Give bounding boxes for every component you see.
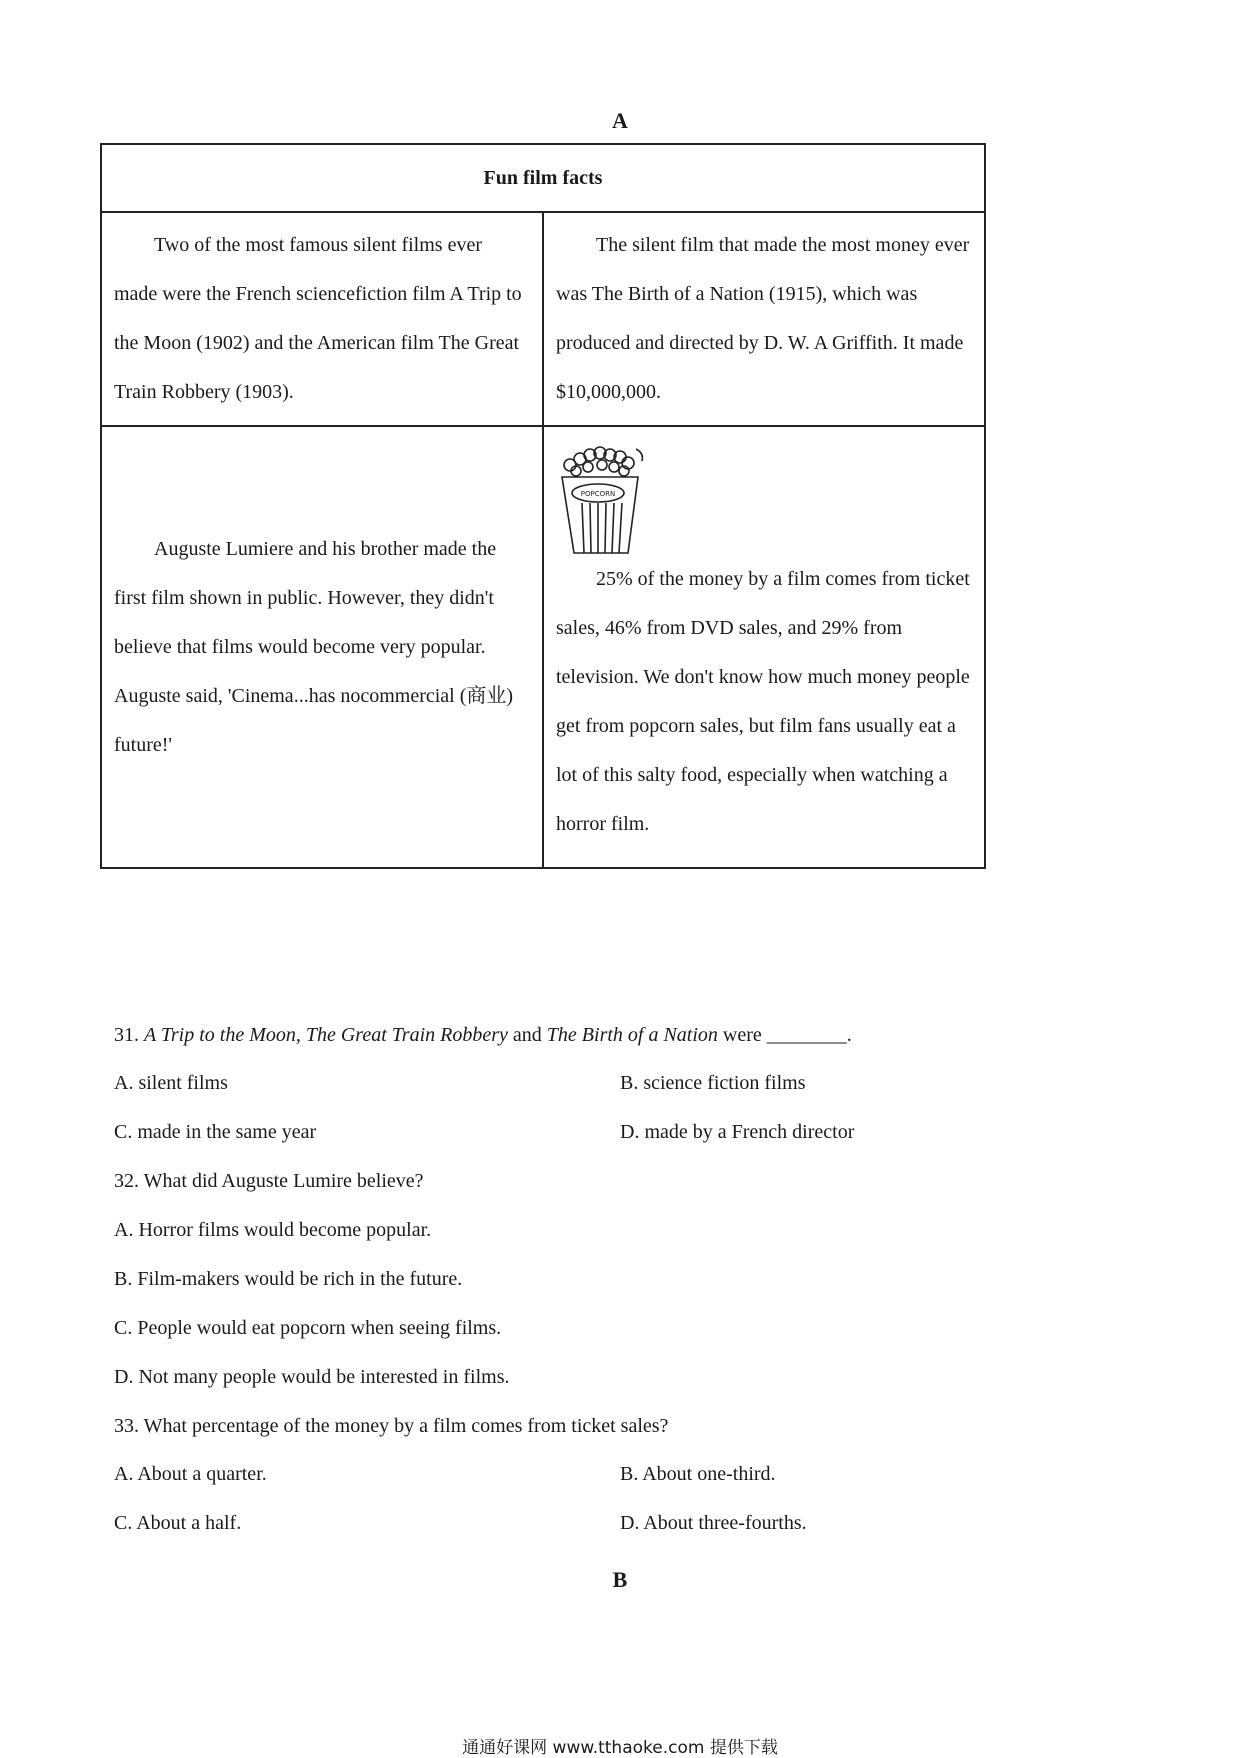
q32-option-c[interactable]: C. People would eat popcorn when seeing films. — [114, 1317, 502, 1339]
question-31 — [114, 1024, 852, 1047]
fact-text: The silent film that made the most money ever was The Birth of a Nation (1915), which was produced and directed by D. W. A Griffith. It made $10,000,000. — [556, 234, 970, 403]
q33-option-b[interactable]: B. About one-third. — [620, 1463, 776, 1485]
q31-and: and — [507, 1024, 547, 1046]
q32-option-b[interactable]: B. Film-makers would be rich in the future. — [114, 1268, 463, 1290]
fact-cell-birth-of-nation — [543, 212, 985, 426]
fact-cell-lumiere — [101, 426, 543, 868]
q31-tail: were ________. — [717, 1024, 852, 1046]
q32-option-d[interactable]: D. Not many people would be interested in films. — [114, 1366, 510, 1388]
q31-option-b[interactable]: B. science fiction films — [620, 1072, 806, 1094]
fact-text: 25% of the money by a film comes from ticket sales, 46% from DVD sales, and 29% from television. We don't know how much money people get from popcorn sales, but film fans usually eat a lot of this salty food, especially when watching a horror film. — [556, 568, 970, 835]
fact-cell-money — [543, 426, 985, 868]
q31-option-c[interactable]: C. made in the same year — [114, 1121, 317, 1143]
popcorn-icon — [556, 443, 652, 555]
q31-option-a[interactable]: A. silent films — [114, 1072, 228, 1094]
section-a-label: A — [612, 108, 628, 133]
popcorn-label: POPCORN — [580, 490, 616, 498]
q33-option-c[interactable]: C. About a half. — [114, 1512, 242, 1534]
fact-cell-silent-films — [101, 212, 543, 426]
fact-text: Auguste Lumiere and his brother made the first film shown in public. However, they didn't believe that films would become very popular. Auguste said, 'Cinema...has nocommercial (商业) future!' — [114, 537, 514, 756]
q31-number: 31. — [114, 1024, 144, 1046]
question-32: 32. What did Auguste Lumire believe? — [114, 1170, 424, 1192]
question-33: 33. What percentage of the money by a film comes from ticket sales? — [114, 1415, 669, 1437]
section-b-label: B — [612, 1567, 628, 1592]
fact-text: Two of the most famous silent films ever made were the French sciencefiction film A Trip to the Moon (1902) and the American film The Great Train Robbery (1903). — [114, 234, 522, 403]
table-title: Fun film facts — [101, 144, 985, 212]
q33-option-d[interactable]: D. About three-fourths. — [620, 1512, 807, 1534]
fun-film-facts-table — [100, 143, 986, 869]
q31-option-d[interactable]: D. made by a French director — [620, 1121, 855, 1143]
page-footer: 通通好课网 www.tthaoke.com 提供下载 — [462, 1738, 778, 1758]
q32-option-a[interactable]: A. Horror films would become popular. — [114, 1219, 432, 1241]
q31-title2: The Birth of a Nation — [546, 1024, 718, 1046]
q33-option-a[interactable]: A. About a quarter. — [114, 1463, 267, 1485]
q31-title1: A Trip to the Moon, The Great Train Robbery — [144, 1024, 508, 1046]
